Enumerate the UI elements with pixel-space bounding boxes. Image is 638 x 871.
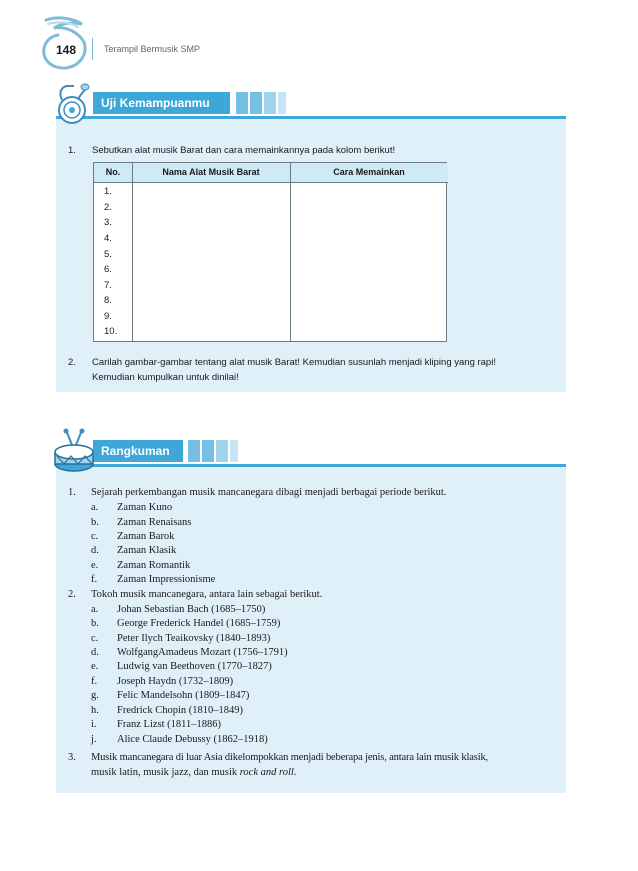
table-column-divider [132, 163, 133, 341]
summary-sub-letter: f. [91, 574, 98, 585]
summary-sub-letter: j. [91, 734, 97, 745]
table-row-number: 2. [104, 202, 112, 213]
summary-sub-letter: h. [91, 705, 99, 716]
table-row-number: 7. [104, 280, 112, 291]
summary-sub-text: Fredrick Chopin (1810–1849) [117, 705, 243, 716]
summary-sub-text: Zaman Klasik [117, 545, 177, 556]
drum-icon [52, 428, 96, 474]
summary-sub-text: Zaman Barok [117, 531, 175, 542]
summary-sub-text: Peter Ilych Teaikovsky (1840–1893) [117, 633, 271, 644]
table-header-no: No. [94, 163, 132, 183]
table-header-how-to-play: Cara Memainkan [290, 163, 448, 183]
table-row-number: 8. [104, 295, 112, 306]
summary-item-1-text: Sejarah perkembangan musik mancanegara dibagi menjadi berbagai periode berikut. [91, 487, 447, 498]
summary-item-2-number: 2. [68, 589, 76, 600]
summary-sub-letter: a. [91, 502, 99, 513]
table-row-number: 3. [104, 217, 112, 228]
table-row-number: 10. [104, 326, 118, 337]
summary-sub-text: Zaman Kuno [117, 502, 173, 513]
summary-sub-letter: a. [91, 604, 99, 615]
question-2-number: 2. [68, 357, 76, 368]
summary-sub-text: Alice Claude Debussy (1862–1918) [117, 734, 268, 745]
tab-decor-square [216, 440, 228, 462]
page-number: 148 [56, 43, 77, 57]
table-row-number: 1. [104, 186, 112, 197]
tab-decor-square [202, 440, 214, 462]
header-divider [92, 38, 93, 60]
summary-sub-text: Joseph Haydn (1732–1809) [117, 676, 234, 687]
summary-sub-letter: c. [91, 633, 99, 644]
summary-sub-text: Zaman Romantik [117, 560, 191, 571]
panel-top-border [56, 464, 566, 467]
summary-sub-letter: f. [91, 676, 98, 687]
summary-sub-text: Felic Mandelsohn (1809–1847) [117, 690, 250, 701]
french-horn-icon [54, 82, 90, 128]
summary-sub-text: Ludwig van Beethoven (1770–1827) [117, 661, 272, 672]
table-header-instrument: Nama Alat Musik Barat [132, 163, 290, 183]
summary-item-1-number: 1. [68, 487, 76, 498]
summary-item-3-period: . [293, 767, 297, 778]
summary-item-3-line-2 [91, 767, 296, 778]
summary-sub-text: Zaman Impressionisme [117, 574, 216, 585]
summary-sub-text: Zaman Renaisans [117, 517, 192, 528]
summary-item-3-number: 3. [68, 752, 76, 763]
question-2-line-1: Carilah gambar-gambar tentang alat musik Barat! Kemudian susunlah menjadi kliping yang rapi! [92, 357, 496, 368]
summary-item-3-emphasis: rock and roll [239, 767, 294, 778]
tab-decor-square [230, 440, 238, 462]
panel-top-border [56, 116, 566, 119]
tab-decor-square [264, 92, 276, 114]
summary-sub-letter: c. [91, 531, 99, 542]
table-row-number: 4. [104, 233, 112, 244]
question-1-number: 1. [68, 145, 76, 156]
table-row-number: 6. [104, 264, 112, 275]
summary-sub-letter: b. [91, 618, 99, 629]
summary-item-2-text: Tokoh musik mancanegara, antara lain sebagai berikut. [91, 589, 323, 600]
book-title: Terampil Bermusik SMP [104, 44, 201, 54]
summary-sub-letter: d. [91, 545, 99, 556]
tab-decor-square [236, 92, 248, 114]
tab-decor-square [188, 440, 200, 462]
uji-kemampuanmu-title: Uji Kemampuanmu [93, 92, 230, 114]
table-row-number: 5. [104, 249, 112, 260]
rangkuman-title: Rangkuman [93, 440, 183, 462]
summary-sub-text: WolfgangAmadeus Mozart (1756–1791) [117, 647, 288, 658]
summary-sub-text: Johan Sebastian Bach (1685–1750) [117, 604, 266, 615]
tab-decor-square [250, 92, 262, 114]
summary-sub-text: George Frederick Handel (1685–1759) [117, 618, 281, 629]
question-2-line-2: Kemudian kumpulkan untuk dinilai! [92, 372, 239, 383]
summary-sub-letter: g. [91, 690, 99, 701]
summary-sub-letter: e. [91, 661, 99, 672]
summary-item-3-text: musik latin, musik jazz, dan musik [91, 767, 240, 778]
tab-decor-square [278, 92, 286, 114]
question-1-text: Sebutkan alat musik Barat dan cara memainkannya pada kolom berikut! [92, 145, 396, 156]
table-column-divider [290, 163, 291, 341]
summary-sub-letter: e. [91, 560, 99, 571]
answer-table [93, 162, 447, 342]
summary-sub-letter: b. [91, 517, 99, 528]
summary-sub-text: Franz Lizst (1811–1886) [117, 719, 222, 730]
table-row-number: 9. [104, 311, 112, 322]
summary-sub-letter: d. [91, 647, 99, 658]
summary-sub-letter: i. [91, 719, 97, 730]
summary-item-3-line-1: Musik mancanegara di luar Asia dikelompokkan menjadi beberapa jenis, antara lain musik klasik, [91, 752, 489, 763]
